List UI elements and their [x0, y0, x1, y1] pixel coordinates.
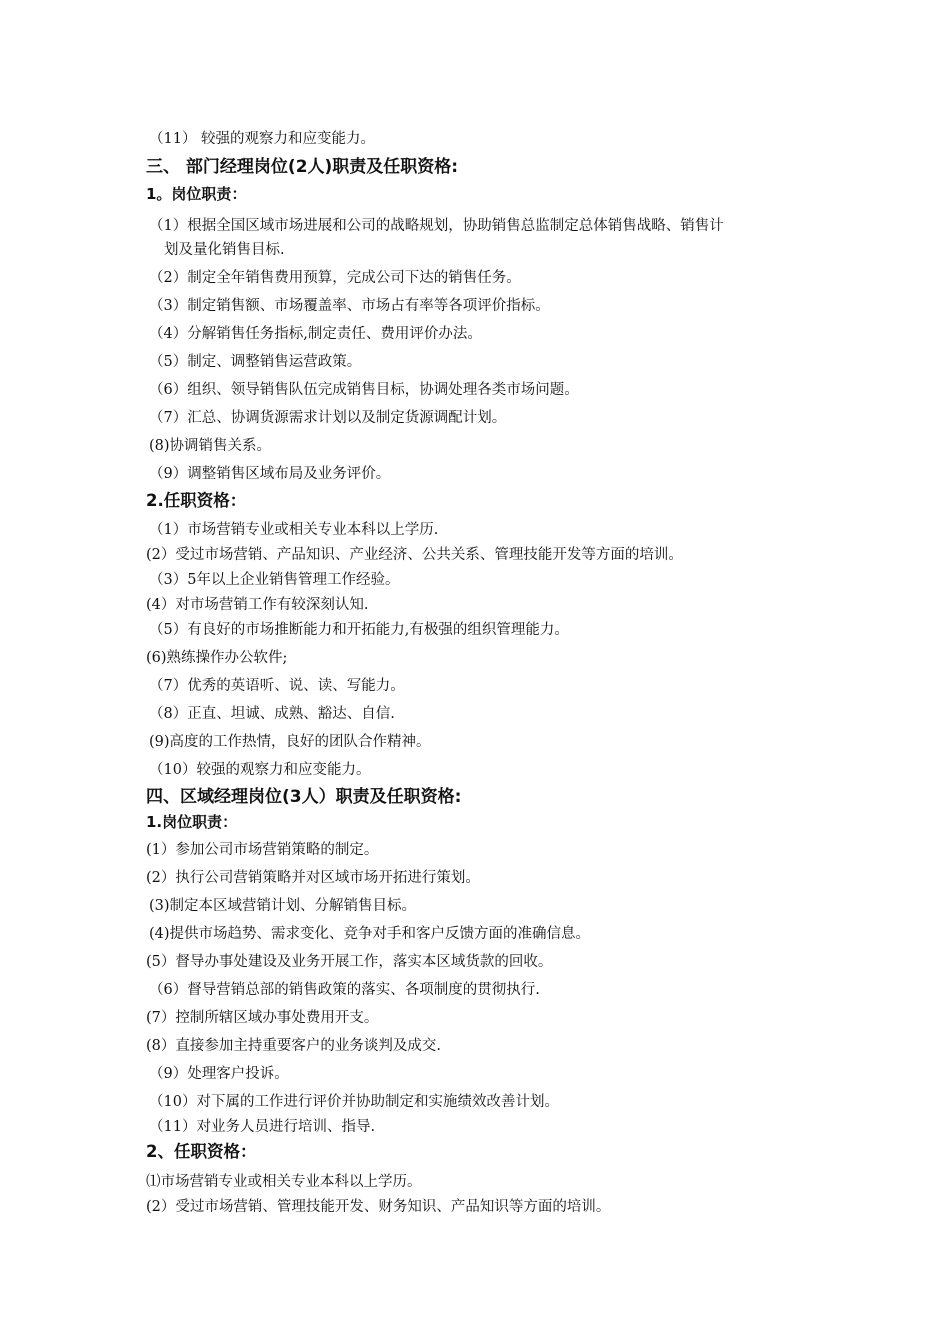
list-item: (4)提供市场趋势、需求变化、竞争对手和客户反馈方面的准确信息。 — [149, 926, 591, 942]
list-item: (2）受过市场营销、管理技能开发、财务知识、产品知识等方面的培训。 — [146, 1199, 611, 1215]
list-item: （1）根据全国区域市场进展和公司的战略规划，协助销售总监制定总体销售战略、销售计 — [149, 218, 724, 234]
list-item: （9）处理客户投诉。 — [149, 1066, 289, 1082]
list-item: （10）较强的观察力和应变能力。 — [149, 762, 371, 778]
list-item: ⑴市场营销专业或相关专业本科以上学历。 — [146, 1174, 422, 1190]
list-item: （5）有良好的市场推断能力和开拓能力,有极强的组织管理能力。 — [149, 622, 569, 638]
subsection-heading-qualifications: 2.任职资格： — [146, 491, 247, 510]
list-item: （7）优秀的英语听、说、读、写能力。 — [149, 678, 405, 694]
list-item: （3）5年以上企业销售管理工作经验。 — [149, 572, 400, 588]
list-item: （8）正直、坦诚、成熟、豁达、自信. — [149, 706, 395, 722]
list-item-continuation: 划及量化销售目标. — [164, 242, 285, 258]
list-item: （6）督导营销总部的销售政策的落实、各项制度的贯彻执行. — [149, 982, 540, 998]
subsection-heading-duties: 1。岗位职责： — [146, 185, 247, 203]
section-heading-3: 三、 部门经理岗位(2人)职责及任职资格: — [146, 157, 459, 177]
list-item: (2）受过市场营销、产品知识、产业经济、公共关系、管理技能开发等方面的培训。 — [146, 547, 683, 563]
list-item: （5）制定、调整销售运营政策。 — [149, 354, 362, 370]
list-item: （4）分解销售任务指标,制定责任、费用评价办法。 — [149, 326, 482, 342]
list-item: (9)高度的工作热情，良好的团队合作精神。 — [149, 734, 431, 750]
subsection-heading-duties: 1.岗位职责： — [146, 813, 238, 831]
list-item: (2）执行公司营销策略并对区域市场开拓进行策划。 — [146, 870, 480, 886]
list-item: (8）直接参加主持重要客户的业务谈判及成交. — [146, 1038, 441, 1054]
section-heading-4: 四、区域经理岗位(3人）职责及任职资格: — [146, 787, 462, 807]
list-item: （2）制定全年销售费用预算，完成公司下达的销售任务。 — [149, 270, 521, 286]
list-item: （3）制定销售额、市场覆盖率、市场占有率等各项评价指标。 — [149, 298, 550, 314]
list-item: （6）组织、领导销售队伍完成销售目标，协调处理各类市场问题。 — [149, 382, 579, 398]
list-item: (3)制定本区域营销计划、分解销售目标。 — [149, 898, 417, 914]
list-item: （11） 较强的观察力和应变能力。 — [149, 131, 376, 147]
list-item: （7）汇总、协调货源需求计划以及制定货源调配计划。 — [149, 410, 507, 426]
list-item: （10）对下属的工作进行评价并协助制定和实施绩效改善计划。 — [149, 1094, 559, 1110]
list-item: (7）控制所辖区域办事处费用开支。 — [146, 1010, 379, 1026]
list-item: （1）市场营销专业或相关专业本科以上学历. — [149, 522, 439, 538]
list-item: （11）对业务人员进行培训、指导. — [149, 1119, 376, 1135]
list-item: (8)协调销售关系。 — [149, 438, 272, 454]
list-item: （9）调整销售区域布局及业务评价。 — [149, 466, 391, 482]
list-item: (1）参加公司市场营销策略的制定。 — [146, 842, 379, 858]
list-item: (5）督导办事处建设及业务开展工作，落实本区域货款的回收。 — [146, 954, 553, 970]
list-item: (6)熟练操作办公软件; — [146, 650, 288, 666]
list-item: (4）对市场营销工作有较深刻认知. — [146, 597, 369, 613]
subsection-heading-qualifications: 2、任职资格： — [146, 1142, 257, 1161]
